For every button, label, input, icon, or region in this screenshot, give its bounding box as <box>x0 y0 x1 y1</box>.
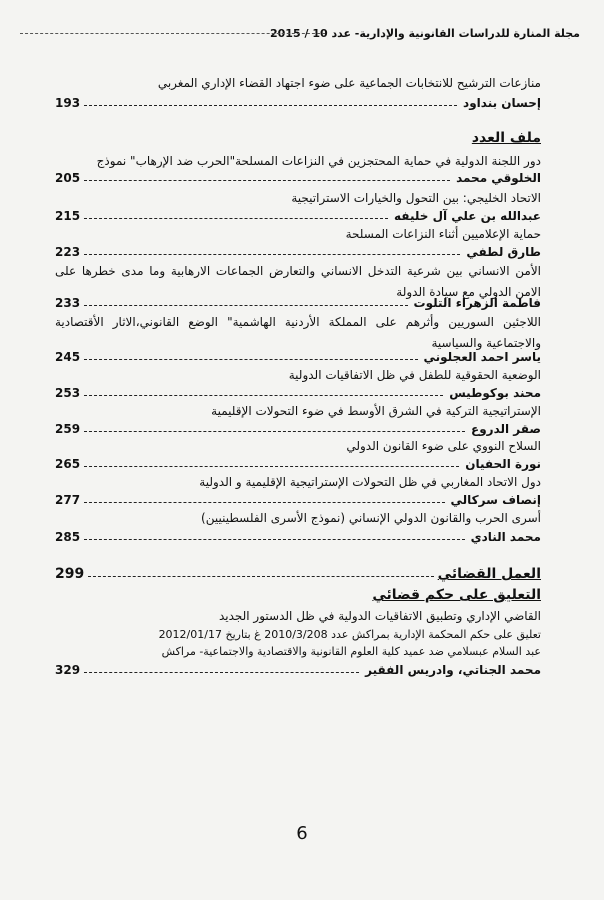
journal-title: مجلة المنارة للدراسات القانونية والإدارية- عدد 10 / 2015 <box>270 27 580 40</box>
page-ref: 259 <box>55 422 81 436</box>
toc-item-title: الوضعية الحقوقية للطفل في ظل الاتفاقيات الدولية <box>288 368 541 382</box>
leader-dots <box>84 502 444 503</box>
author-name: فاطمة الزهراء التلوت <box>413 296 541 310</box>
leader-dots <box>84 359 417 360</box>
toc-item-author-row <box>55 457 541 471</box>
page-number: 6 <box>296 823 308 844</box>
toc-item-author-row <box>55 386 541 400</box>
toc-item-author-row <box>55 350 541 364</box>
toc-item-title: الأمن الانساني بين شرعية التدخل الانساني والتعارض الجماعات الارهابية وما مدى خطرها على الامن الدولي مع سيادة الدولة <box>55 264 541 299</box>
author-name: محند بوكوطيس <box>449 386 541 400</box>
leader-dots <box>84 254 460 255</box>
section-judicial-work-row <box>55 566 541 582</box>
toc-item-title: الإستراتيجية التركية في الشرق الأوسط في ضوء التحولات الإقليمية <box>211 404 541 418</box>
toc-item-title: أسرى الحرب والقانون الدولي الإنساني (نموذج الأسرى الفلسطينيين) <box>201 511 541 525</box>
toc-item-author-row <box>55 209 541 223</box>
page-ref: 193 <box>55 96 81 110</box>
toc-item-author-row <box>55 245 541 259</box>
page-ref: 277 <box>55 493 81 507</box>
page-ref: 233 <box>55 296 81 310</box>
author-name: محمد النادي <box>470 530 541 544</box>
leader-dots <box>84 105 457 106</box>
toc-item-author-row <box>55 171 541 185</box>
toc-item-subtitle: تعليق على حكم المحكمة الإدارية بمراكش عدد 2010/3/208 غ بتاريخ 2012/01/17 <box>158 628 541 641</box>
author-name: إحسان بنداود <box>463 96 541 110</box>
leader-dots <box>84 431 465 432</box>
leader-dots <box>84 180 450 181</box>
page-ref: 205 <box>55 171 81 185</box>
leader-dots <box>88 576 433 577</box>
author-name: إنصاف سركالي <box>450 493 541 507</box>
toc-item-subtitle: عبد السلام عبسلامي ضد عميد كلية العلوم القانونية والاقتصادية والاجتماعية- مراكش <box>161 645 541 658</box>
page-ref: 285 <box>55 530 81 544</box>
toc-intro-title: منازعات الترشيح للانتخابات الجماعية على ضوء اجتهاد القضاء الإداري المغربي <box>157 76 541 90</box>
toc-item-title: اللاجئين السوريين وأثرهم على المملكة الأردنية الهاشمية" الوضع القانوني،الاثار الأقتصادية والاجتماعية والسياسية <box>55 315 541 350</box>
page-ref: 265 <box>55 457 81 471</box>
author-name: طارق لطفي <box>466 245 541 259</box>
author-name: ياسر احمد العجلوني <box>423 350 541 364</box>
author-name: الخلوقي محمد <box>456 171 541 185</box>
header-dashed-line <box>20 33 325 34</box>
page-ref: 299 <box>55 566 85 582</box>
toc-item-title: دول الاتحاد المغاربي في ظل التحولات الإستراتيجية الإقليمية و الدولية <box>199 475 541 489</box>
page-ref: 223 <box>55 245 81 259</box>
toc-item-title: دور اللجنة الدولية في حماية المحتجزين في النزاعات المسلحة"الحرب ضد الإرهاب" نموذج <box>96 154 541 168</box>
running-header <box>20 27 580 43</box>
author-name: نورة الحفيان <box>465 457 541 471</box>
toc-item-title: حماية الإعلاميين أثناء النزاعات المسلحة <box>345 227 541 241</box>
page-ref: 245 <box>55 350 81 364</box>
toc-item-author-row <box>55 422 541 436</box>
toc-item-author-row <box>55 493 541 507</box>
leader-dots <box>84 672 359 673</box>
section-title-commentary: التعليق على حكم قضائي <box>372 587 541 603</box>
page-ref: 329 <box>55 663 81 677</box>
toc-item-author-row <box>55 530 541 544</box>
leader-dots <box>84 305 407 306</box>
toc-item-title: الاتحاد الخليجي: بين التحول والخيارات الاستراتيجية <box>291 191 541 205</box>
author-name: محمد الجناتي، وادريس الفقير <box>365 663 541 677</box>
page-ref: 253 <box>55 386 81 400</box>
author-name: صقر الدروع <box>471 422 541 436</box>
author-name: عبدالله بن علي آل خليفه <box>394 209 541 223</box>
toc-intro-author-row <box>55 96 541 110</box>
leader-dots <box>84 466 459 467</box>
leader-dots <box>84 395 443 396</box>
section-title-judicial-work: العمل القضائي <box>437 566 541 582</box>
section-title-dossier: ملف العدد <box>471 130 541 146</box>
toc-item-title: القاضي الإداري وتطبيق الاتفاقيات الدولية في ظل الدستور الجديد <box>218 609 541 623</box>
page-ref: 215 <box>55 209 81 223</box>
leader-dots <box>84 218 388 219</box>
toc-item-title: السلاح النووي على ضوء القانون الدولي <box>346 439 541 453</box>
toc-item-author-row <box>55 663 541 677</box>
toc-item-author-row <box>55 296 541 310</box>
leader-dots <box>84 539 465 540</box>
